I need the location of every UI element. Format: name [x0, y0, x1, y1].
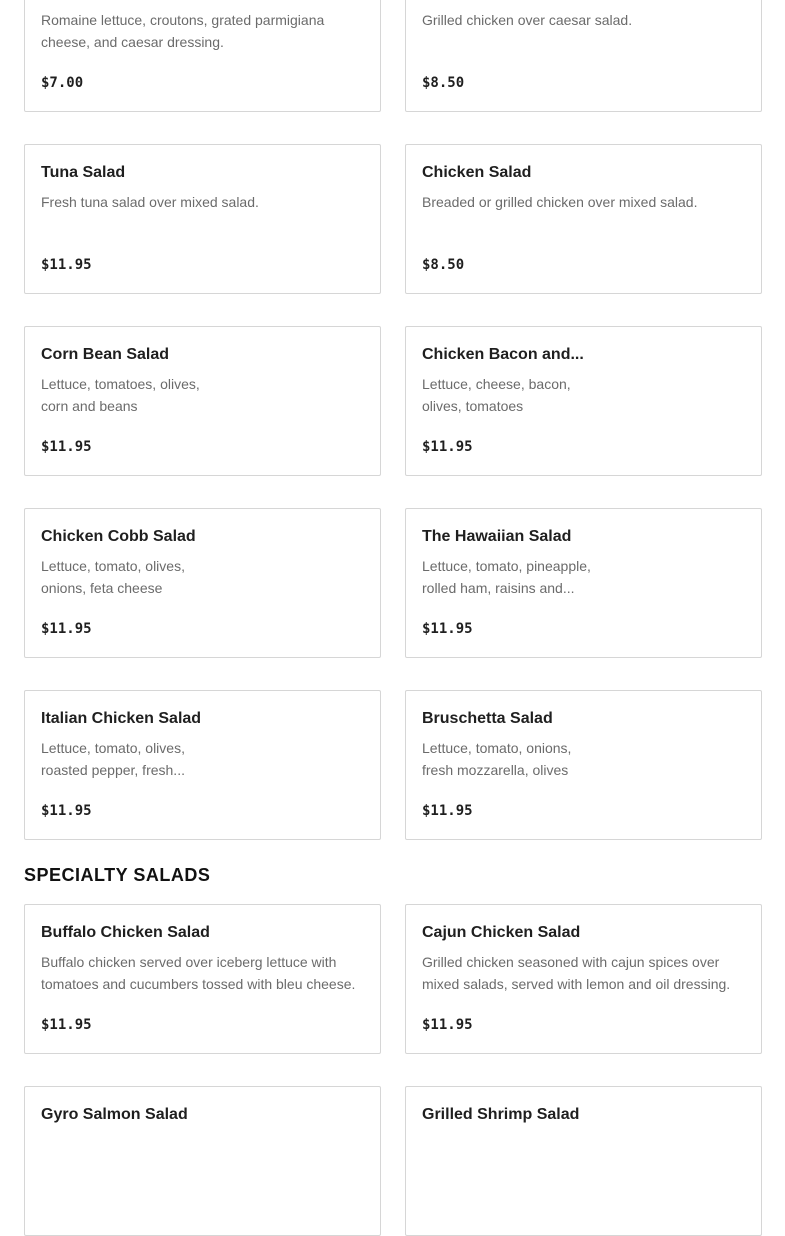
item-price: $11.95 — [41, 439, 92, 455]
item-price: $11.95 — [41, 621, 92, 637]
item-name: Gyro Salmon Salad — [41, 1106, 188, 1123]
menu-item-card[interactable] — [405, 144, 762, 294]
menu-item-card[interactable] — [405, 690, 762, 840]
item-name: Chicken Bacon and... — [422, 346, 584, 363]
menu-item-card[interactable] — [405, 508, 762, 658]
item-description: Lettuce, cheese, bacon, olives, tomatoes — [422, 376, 571, 414]
menu-item-card[interactable] — [24, 144, 381, 294]
item-description: Lettuce, tomato, onions, fresh mozzarella, olives — [422, 740, 572, 778]
menu-item-card[interactable] — [405, 0, 762, 112]
item-name: Buffalo Chicken Salad — [41, 924, 210, 941]
item-name: The Hawaiian Salad — [422, 528, 572, 545]
menu-item-card[interactable] — [405, 326, 762, 476]
item-description: Lettuce, tomato, olives, onions, feta cheese — [41, 558, 185, 596]
menu-item-card[interactable] — [24, 0, 381, 112]
item-price: $11.95 — [422, 1017, 473, 1033]
item-price: $8.50 — [422, 75, 465, 91]
menu-item-card[interactable] — [24, 904, 381, 1054]
menu-item-card[interactable] — [405, 1086, 762, 1236]
item-description: Lettuce, tomato, pineapple, rolled ham, raisins and... — [422, 558, 591, 596]
item-name: Chicken Salad — [422, 164, 532, 181]
item-description: Grilled chicken over caesar salad. — [422, 12, 633, 28]
item-price: $8.50 — [422, 257, 465, 273]
item-description: Fresh tuna salad over mixed salad. — [41, 194, 259, 210]
menu-item-card[interactable] — [24, 1086, 381, 1236]
item-name: Corn Bean Salad — [41, 346, 170, 363]
item-description: Lettuce, tomato, olives, roasted pepper, fresh... — [41, 740, 185, 778]
item-name: Bruschetta Salad — [422, 710, 553, 727]
item-description: Buffalo chicken served over iceberg lettuce with tomatoes and cucumbers tossed with bleu cheese. — [41, 954, 356, 992]
item-price: $11.95 — [41, 257, 92, 273]
section-title-specialty-salads: SPECIALTY SALADS — [24, 865, 211, 885]
item-description: Romaine lettuce, croutons, grated parmigiana cheese, and caesar dressing. — [41, 12, 325, 50]
menu-item-card[interactable] — [405, 904, 762, 1054]
item-price: $11.95 — [422, 621, 473, 637]
item-description: Lettuce, tomatoes, olives, corn and beans — [41, 376, 200, 414]
item-name: Tuna Salad — [41, 164, 126, 181]
item-price: $7.00 — [41, 75, 84, 91]
item-name: Cajun Chicken Salad — [422, 924, 581, 941]
item-price: $11.95 — [422, 803, 473, 819]
item-name: Grilled Shrimp Salad — [422, 1106, 580, 1123]
item-name: Chicken Cobb Salad — [41, 528, 196, 545]
item-name: Italian Chicken Salad — [41, 710, 202, 727]
menu-item-card[interactable] — [24, 326, 381, 476]
item-description: Grilled chicken seasoned with cajun spices over mixed salads, served with lemon and oil dressing. — [422, 954, 731, 992]
item-price: $11.95 — [422, 439, 473, 455]
item-price: $11.95 — [41, 1017, 92, 1033]
item-description: Breaded or grilled chicken over mixed salad. — [422, 194, 698, 210]
item-price: $11.95 — [41, 803, 92, 819]
menu-item-card[interactable] — [24, 508, 381, 658]
menu-item-card[interactable] — [24, 690, 381, 840]
